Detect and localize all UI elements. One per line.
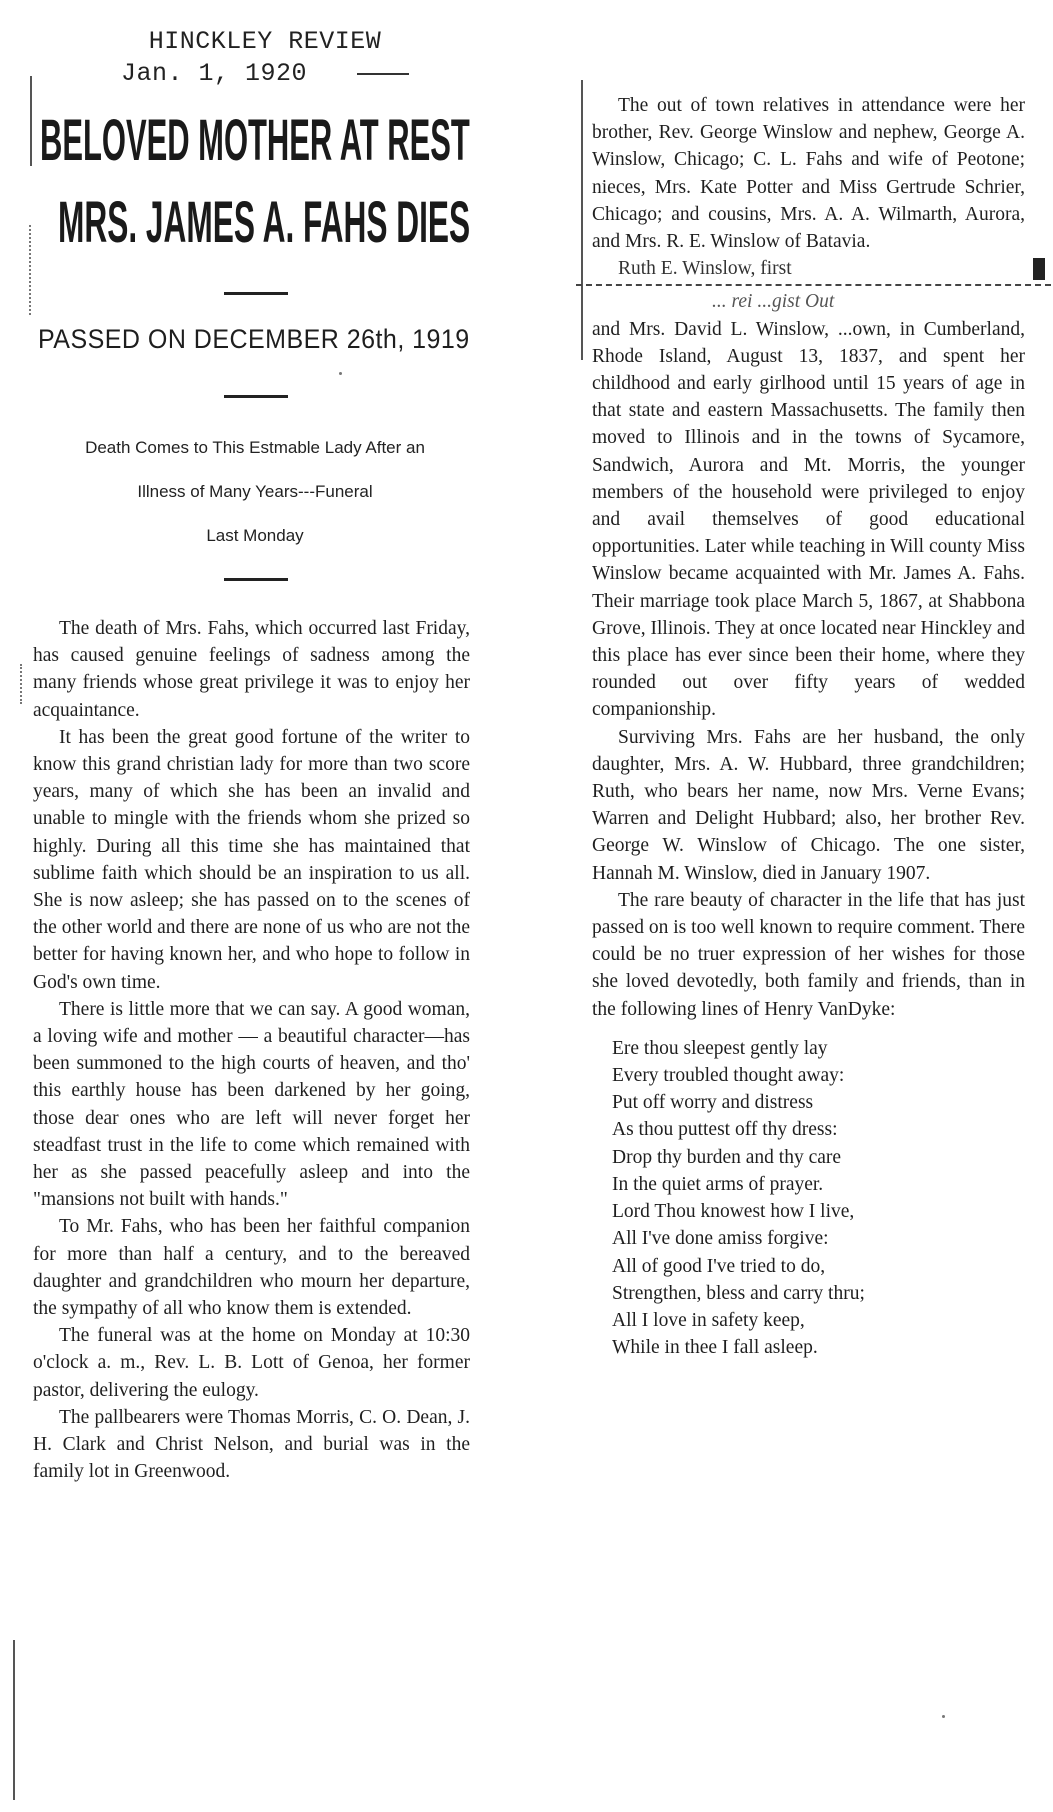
headline-line-2: [30, 190, 470, 256]
deck-line-3: Last Monday: [206, 526, 304, 545]
poem-line: All of good I've tried to do,: [612, 1255, 826, 1277]
deck-line-1: Death Comes to This Estmable Lady After an: [85, 438, 425, 457]
poem-line: As thou puttest off thy dress:: [612, 1119, 838, 1141]
poem-line: Put off worry and distress: [612, 1092, 814, 1114]
damaged-line-2: ... rei ...gist Out: [712, 291, 835, 313]
right-column-body: [584, 92, 1025, 1361]
separator-rule: [224, 578, 288, 581]
paragraph-writer-tribute: It has been the great good fortune of the writer to know this grand christian lady for more than two score years, many of which she has been an invalid and unable to mingle with the friends whom she prized so highly. During all this time she has maintained that sublime faith which should be an inspiration to us all. She is now asleep; she has passed on to the scenes of the other world and there are none of us who are not the better for having known her, and who hope to follow in God's own time.: [33, 726, 470, 993]
headline-line-1: [30, 108, 470, 174]
poem-line: While in thee I fall asleep.: [612, 1337, 818, 1359]
poem-line: Drop thy burden and thy care: [612, 1146, 842, 1168]
deck: [30, 426, 470, 558]
paragraph-good-woman: There is little more that we can say. A good woman, a loving wife and mother — a beautiful character—has been summoned to the high courts of heaven, and tho' this earthly house has been darkened by her going, those dear ones who are left will never forget her steadfast trust in the life to come which remained with her as she passed peacefully asleep and into the "mansions not built with hands.": [33, 998, 470, 1211]
separator-rule: [224, 292, 288, 295]
poem-line: Strengthen, bless and carry thru;: [612, 1282, 865, 1304]
left-margin-rule-bottom: [13, 1640, 15, 1800]
paragraph-death-notice: The death of Mrs. Fahs, which occurred last Friday, has caused genuine feelings of sadness among the many friends whose great privilege it was to enjoy her acquaintance.: [33, 618, 470, 721]
left-column: [30, 0, 470, 1486]
right-column: [584, 92, 1025, 1361]
publication-date: Jan. 1, 1920: [120, 59, 308, 88]
poem-line: All I've done amiss forgive:: [612, 1228, 829, 1250]
column-divider-rule: [581, 80, 583, 360]
paragraph-biography: and Mrs. David L. Winslow, ...own, in Cumberland, Rhode Island, August 13, 1837, and spent her childhood and early girlhood until 15 years of age in that state and eastern Massachusetts. The family then moved to Illinois and in the towns of Sycamore, Sandwich, Aurora and Mt. Morris, the younger members of the household were privileged to enjoy and avail themselves of good educational opportunities. Later while teaching in Will county Miss Winslow became acquainted with Mr. James A. Fahs. Their marriage took place March 5, 1867, at Shabbona Grove, Illinois. They at once located near Hinckley and this place has ever since been their home, where they rounded out over fifty years of wedded companionship.: [592, 318, 1025, 721]
paper-tear-mark: [576, 284, 1051, 286]
damaged-line-1: Ruth E. Winslow, first: [618, 258, 792, 280]
subheadline-text: PASSED ON DECEMBER 26th, 1919: [38, 324, 470, 354]
headline-line-2-text: MRS. JAMES A. FAHS DIES: [58, 190, 470, 255]
publication-date-line: [30, 58, 470, 90]
paragraph-pallbearers: The pallbearers were Thomas Morris, C. O. Dean, J. H. Clark and Christ Nelson, and burial was in the family lot in Greenwood.: [33, 1406, 470, 1483]
ink-speck: [339, 372, 342, 375]
poem-line: Ere thou sleepest gently lay: [612, 1037, 828, 1059]
date-dash-rule: [357, 73, 409, 75]
headline-line-1-text: BELOVED MOTHER AT REST: [40, 108, 470, 173]
poem-line: In the quiet arms of prayer.: [612, 1173, 824, 1195]
newspaper-name: HINCKLEY REVIEW: [148, 27, 382, 56]
poem-line: All I love in safety keep,: [612, 1309, 805, 1331]
paragraph-funeral: The funeral was at the home on Monday at 10:30 o'clock a. m., Rev. L. B. Lott of Genoa, her former pastor, delivering the eulogy.: [33, 1325, 470, 1401]
left-column-body: [30, 615, 470, 1486]
separator-rule: [224, 395, 288, 398]
subheadline: [30, 323, 470, 355]
paragraph-sympathy: To Mr. Fahs, who has been her faithful companion for more than half a century, and to the bereaved daughter and grandchildren who mourn her departure, the sympathy of all who know them is extended.: [33, 1216, 470, 1320]
masthead: [30, 0, 470, 90]
left-margin-dotted-rule-lower: [20, 664, 22, 704]
paragraph-relatives: The out of town relatives in attendance were her brother, Rev. George Winslow and nephew, George A. Winslow, Chicago; C. L. Fahs and wife of Peotone; nieces, Mrs. Kate Potter and Miss Gertrude Schrier, Chicago; and cousins, Mrs. A. A. Wilmarth, Aurora, and Mrs. R. E. Winslow of Batavia.: [592, 95, 1025, 253]
damaged-text-region: [592, 255, 1025, 315]
ink-speck: [942, 1715, 945, 1718]
ink-blot: [1033, 258, 1045, 280]
poem-line: Every troubled thought away:: [612, 1065, 845, 1087]
poem-line: Lord Thou knowest how I live,: [612, 1201, 855, 1223]
deck-line-2: Illness of Many Years---Funeral: [137, 482, 373, 501]
poem: [592, 1035, 1025, 1361]
paragraph-tribute: The rare beauty of character in the life that has just passed on is too well known to require comment. There could be no truer expression of her wishes for those she loved devotedly, both family and friends, than in the following lines of Henry VanDyke:: [592, 889, 1025, 1020]
paragraph-surviving: Surviving Mrs. Fahs are her husband, the only daughter, Mrs. A. W. Hubbard, three grandchildren; Ruth, who bears her name, now Mrs. Verne Evans; Warren and Delight Hubbard; also, her brother Rev. George W. Winslow of Chicago. The one sister, Hannah M. Winslow, died in January 1907.: [592, 726, 1025, 884]
